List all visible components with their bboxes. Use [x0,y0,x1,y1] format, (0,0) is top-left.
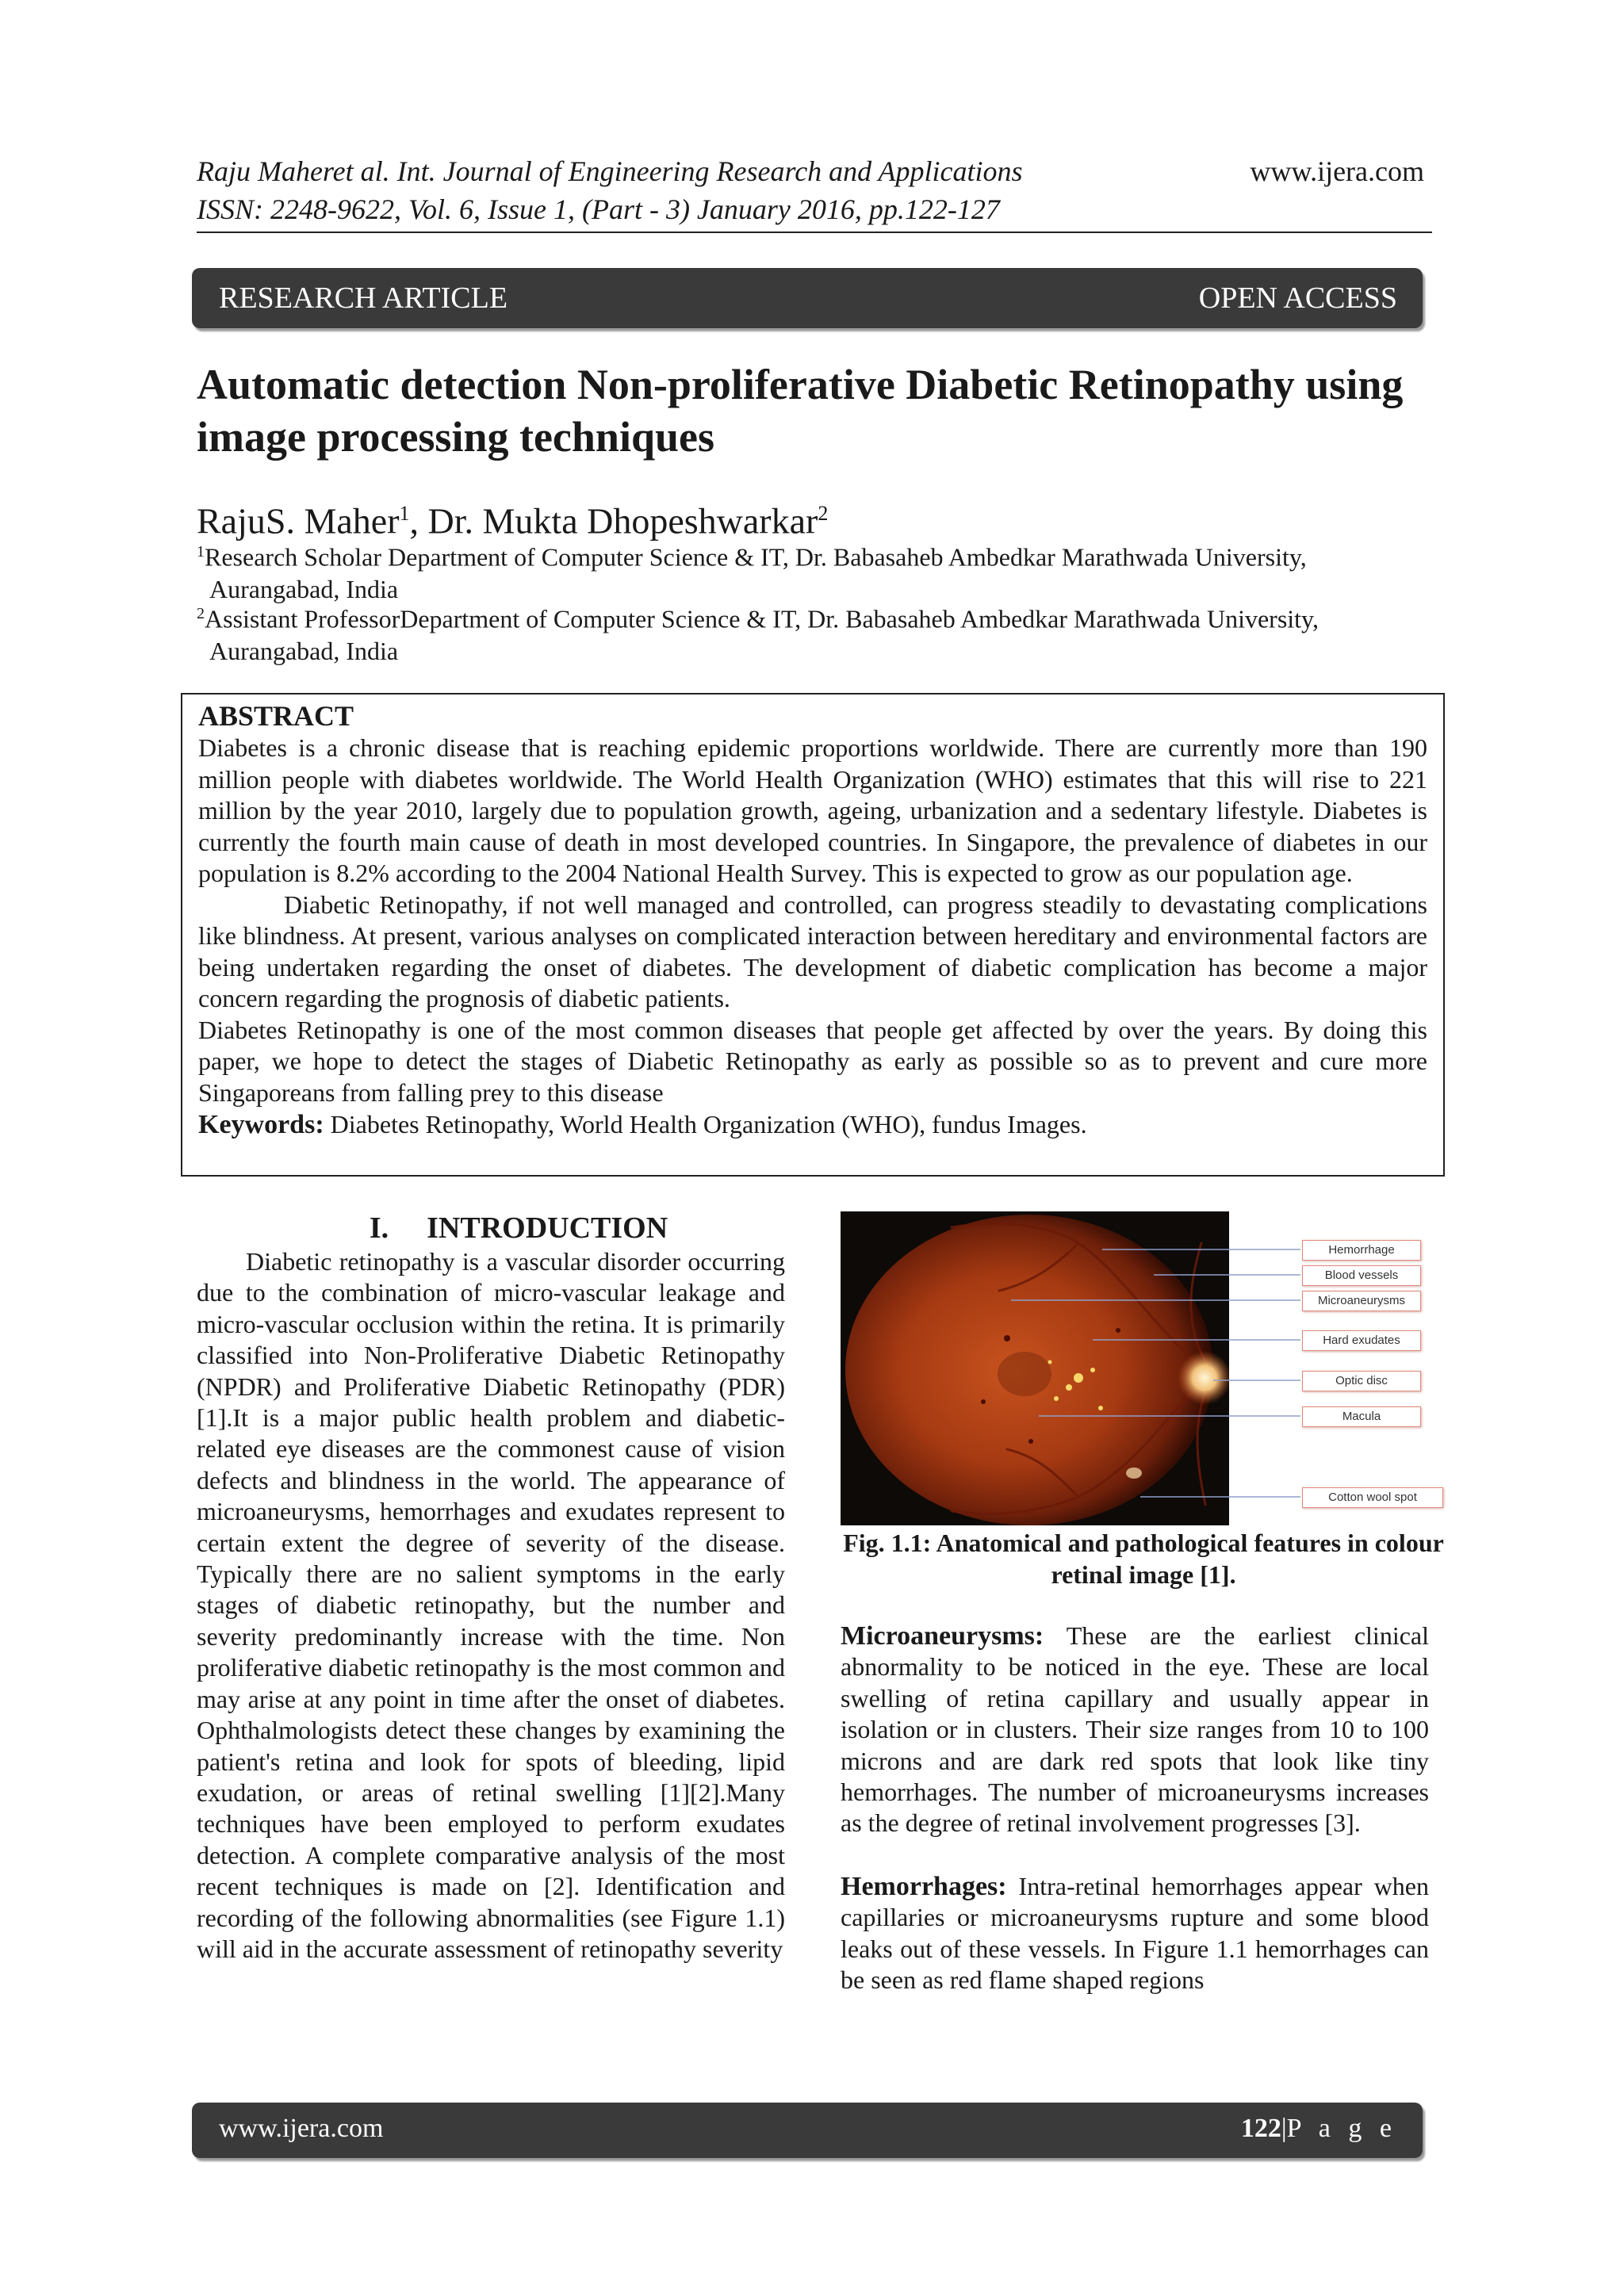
paper-title: Automatic detection Non-proliferative Diabetic Retinopathy using image processing techniques [197,361,1404,461]
footer-website[interactable]: www.ijera.com [219,2114,384,2143]
citation-line-1: Raju Maheret al. Int. Journal of Engineering Research and Applications [197,155,1023,187]
abstract-paragraph-2: Diabetic Retinopathy, if not well managed and controlled, can progress steadily to devastating complications like blindness. At present, various analyses on complicated interaction between hereditary and environmental factors are being undertaken regarding the onset of diabetes. The development of diabetic complication has become a major concern regarding the prognosis of diabetic patients. [198,890,1427,1012]
affiliation-2-mark: 2 [197,605,205,622]
abstract-paragraph-1: Diabetes is a chronic disease that is reaching epidemic proportions worldwide. There are currently more than 190 million people with diabetes worldwide. The World Health Organization (WHO) estimates that this will rise to 221 million by the year 2010, largely due to population growth, ageing, urbanization and a sedentary lifestyle. Diabetes is currently the fourth main cause of death in most developed countries. In Singapore, the prevalence of diabetes in our population is 8.2% according to the 2004 National Health Survey. This is expected to grow as our population age. [198,733,1427,887]
citation-line-2: ISSN: 2248-9622, Vol. 6, Issue 1, (Part - 3) January 2016, pp.122-127 [197,193,1000,225]
journal-website[interactable]: www.ijera.com [1250,155,1424,187]
keywords-line [198,1108,1427,1141]
section-title: INTRODUCTION [427,1211,668,1245]
affiliation-2 [197,598,1432,667]
article-type-label: RESEARCH ARTICLE [219,281,508,315]
label-cotton-wool-spot: Cotton wool spot [1302,1487,1443,1508]
label-blood-vessels: Blood vessels [1302,1265,1421,1286]
abstract-heading: ABSTRACT [198,700,354,732]
label-macula: Macula [1302,1406,1421,1427]
introduction-paragraph: Diabetic retinopathy is a vascular disorder occurring due to the combination of micro-vascular leakage and micro-vascular occlusion within the retina. It is primarily classified into Non-Proliferative Diabetic Retinopathy (NPDR) and Proliferative Diabetic Retinopathy (PDR) [1].It is a major public health problem and diabetic-related eye diseases are the commonest cause of vision defects and blindness in the world. The appearance of microaneurysms, hemorrhages and exudates represent to certain extent the degree of severity of the disease. Typically there are no salient symptoms in the early stages of diabetic retinopathy, but the number and severity predominantly increase with the time. Non proliferative diabetic retinopathy is the most common and may arise at any point in time after the onset of diabetes. Ophthalmologists detect these changes by examining the patient's retina and look for spots of bleeding, lipid exudation, or areas of retinal swelling [1][2].Many techniques have been employed to perform exudates detection. A complete comparative analysis of the most recent techniques is made on [2]. Identification and recording of the following abnormalities (see Figure 1.1) will aid in the accurate assessment of retinopathy severity [197,1247,786,1963]
affiliation-2-text: Assistant ProfessorDepartment of Computer Science & IT, Dr. Babasaheb Ambedkar Marathwada University, [205,604,1319,633]
label-optic-disc: Optic disc [1302,1371,1421,1391]
label-microaneurysms: Microaneurysms [1302,1291,1421,1311]
microaneurysms-text: These are the earliest clinical abnormality to be noticed in the eye. These are local swelling of retina capillary and usually appear in isolation or in clusters. Their size ranges from 10 to 100 microns and are dark red spots that look like tiny hemorrhages. The number of microaneurysms increases as the degree of retinal involvement progresses [3]. [841,1621,1429,1838]
keywords-label: Keywords: [198,1110,324,1139]
page-separator: | [1281,2114,1287,2143]
microaneurysms-paragraph [841,1621,1429,1839]
page-number-value: 122 [1240,2114,1281,2143]
author-2: Dr. Mukta Dhopeshwarkar [427,500,818,541]
affiliation-2-location: Aurangabad, India [209,636,399,665]
figure-caption: Fig. 1.1: Anatomical and pathological features in colour retinal image [1]. [843,1529,1444,1589]
hemorrhages-text: Intra-retinal hemorrhages appear when capillaries or microaneurysms rupture and some blood leaks out of these vessels. In Figure 1.1 hemorrhages can be seen as red flame shaped regions [841,1871,1429,1995]
keywords-text: Diabetes Retinopathy, World Health Organization (WHO), fundus Images. [324,1110,1087,1138]
affiliation-1 [197,536,1432,605]
affiliation-1-mark: 1 [197,543,205,561]
introduction-heading [197,1210,785,1246]
paragraph-gap [841,1839,1429,1871]
section-number: I. [369,1211,389,1245]
header-divider [197,232,1432,233]
page-word: P a g e [1286,2114,1397,2143]
introduction-section [197,1210,785,1965]
abstract-box [181,693,1445,1177]
affiliation-1-location: Aurangabad, India [209,574,399,603]
label-hemorrhage: Hemorrhage [1302,1240,1421,1261]
hemorrhages-paragraph [841,1871,1429,1996]
author-1: RajuS. Maher [197,500,400,541]
hemorrhages-label: Hemorrhages: [841,1871,1007,1901]
retinal-image-figure [841,1211,1450,1529]
author-separator: , [409,500,428,541]
page-footer [192,2103,1423,2158]
page-number [1241,2114,1397,2144]
abstract-paragraph-3: Diabetes Retinopathy is one of the most common diseases that people get affected by over the years. By doing this paper, we hope to detect the stages of Diabetic Retinopathy as early as possible so as to prevent and cure more Singaporeans from falling prey to this disease [198,1015,1427,1107]
affiliation-1-text: Research Scholar Department of Computer Science & IT, Dr. Babasaheb Ambedkar Marathwada University, [205,542,1307,572]
microaneurysms-label: Microaneurysms: [841,1621,1044,1651]
right-column-text [841,1621,1429,1996]
author-1-affil-mark: 1 [399,502,410,525]
label-hard-exudates: Hard exudates [1302,1330,1421,1351]
journal-citation [197,152,1023,228]
author-2-affil-mark: 2 [818,502,829,525]
open-access-label: OPEN ACCESS [1198,281,1397,315]
article-type-banner [192,268,1423,328]
